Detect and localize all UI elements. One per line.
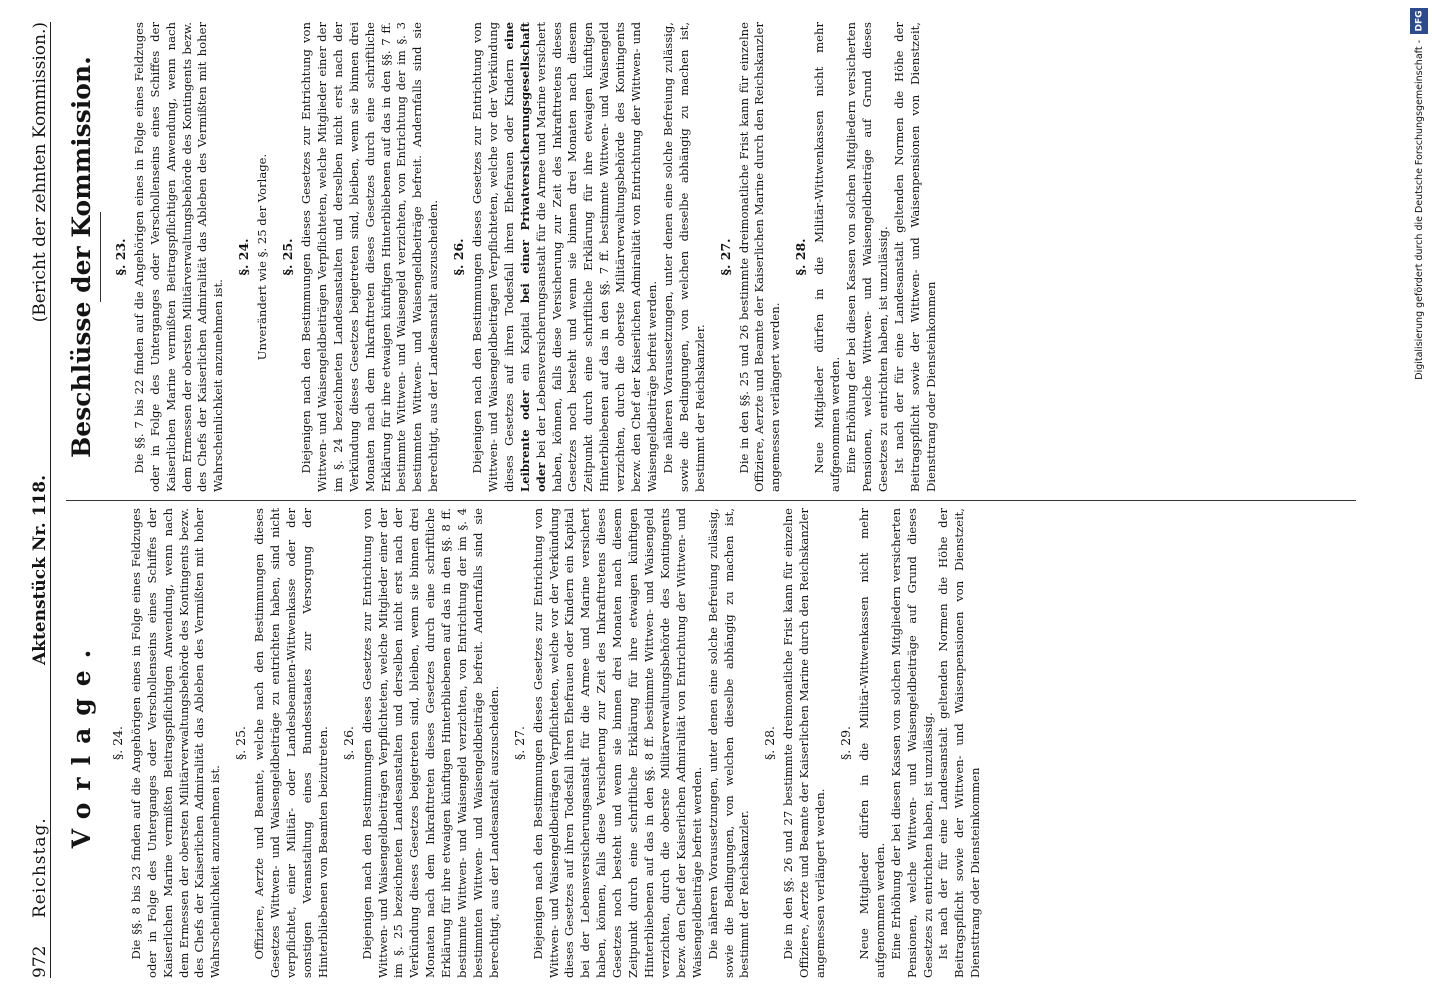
column-title-vorlage: Vorlage. xyxy=(67,637,96,849)
page-number: 972 xyxy=(30,945,50,978)
section-heading: §. 29. xyxy=(837,725,853,761)
paragraph: Die näheren Voraussetzungen, unter denen eine solche Befreiung zulässig, sowie die Bedingungen, von welchen dieselbe abhängig zu machen ist, bestimmt der Reichskanzler. xyxy=(660,22,707,492)
paragraph: Die in den §§. 25 und 26 bestimmte dreimonatliche Frist kann für einzelne Offiziere, Aerzte und Beamte der Kaiserlichen Marine durch den Reichskanzler angemessen verlängert werden. xyxy=(736,22,783,492)
amended-text: eine Leibrente oder xyxy=(501,22,532,492)
paragraph: Eine Erhöhung der bei diesen Kassen von solchen Mitgliedern versicherten Pensionen, welche Wittwen- und Waisengeldbeiträge auf Grund dieses Gesetzes zu entrichten haben, ist unzulässig. xyxy=(888,508,935,978)
paragraph xyxy=(470,22,661,492)
paragraph: Eine Erhöhung der bei diesen Kassen von solchen Mitgliedern versicherten Pensionen, welche Wittwen- und Waisengeldbeiträge auf Grund dieses Gesetzes zu entrichten haben, ist unzulässig. xyxy=(843,22,890,492)
text-run: bei der Lebensversicherungsanstalt für die Armee und Marine versichert haben, können, falls diese Versicherung zur Zeit des Inkrafttretens dieses Gesetzes noch besteht und wenn sie binnen drei Monaten nach diesem Zeitpunkt durch eine schriftliche Erklärung für ihre etwaigen künftigen Hinterbliebenen auf das in den §§. 7 ff. bestimmte Wittwen- und Waisengeld verzichten, durch die oberste Militärverwaltungsbehörde des Kontingents bezw. den Chef der Kaiserlichen Admiralität von Entrichtung der Wittwen- und Waisengeldbeiträge befreit werden. xyxy=(533,22,659,492)
header-right: (Bericht der zehnten Kommission.) xyxy=(30,22,50,323)
dfg-logo-icon xyxy=(1410,8,1428,34)
paragraph: Die §§. 8 bis 23 finden auf die Angehörigen eines in Folge eines Feldzuges oder in Folge des Unterganges oder Verschollenseins eines Schiffes der Kaiserlichen Marine vermißten Beitragspflichtigen Anwendung, wenn nach dem Ermessen der obersten Militärverwaltungsbehörde des Kontingents bezw. des Chefs der Kaiserlichen Admiralität das Ableben des Vermißten mit hoher Wahrscheinlichkeit anzunehmen ist. xyxy=(128,508,223,978)
paragraph: Diejenigen nach den Bestimmungen dieses Gesetzes zur Entrichtung von Wittwen- und Waisengeldbeiträgen Verpflichteten, welche Mitglieder einer der im §. 24 bezeichneten Landesanstalten und derselben nicht erst nach der Verkündung dieses Gesetzes beigetreten sind, bleiben, wenn sie binnen drei Monaten nach dem Inkrafttreten dieses Gesetzes durch eine schriftliche Erklärung für ihre etwaigen künftigen Hinterbliebenen auf das in den §§. 7 ff. bestimmte Wittwen- und Waisengeld verzichten, von Entrichtung der im §. 3 bestimmten Wittwen- und Waisengeldbeiträge befreit. Andernfalls sind sie berechtigt, aus der Landesanstalt auszuscheiden. xyxy=(298,22,441,492)
column-divider xyxy=(66,500,1356,501)
section-heading: §. 28. xyxy=(793,238,809,276)
column-title-kommission: Beschlüsse der Kommission. xyxy=(67,56,96,458)
paragraph: Die näheren Voraussetzungen, unter denen eine solche Befreiung zulässig, sowie die Bedingungen, von welchen dieselbe abhängig zu machen ist, bestimmt der Reichskanzler. xyxy=(705,508,752,978)
section-heading: §. 27. xyxy=(717,238,733,276)
running-head xyxy=(22,22,51,978)
paragraph: Unverändert wie §. 25 der Vorlage. xyxy=(255,153,270,361)
paragraph: Diejenigen nach den Bestimmungen dieses Gesetzes zur Entrichtung von Wittwen- und Waisengeldbeiträgen Verpflichteten, welche vor der Verkündung dieses Gesetzes auf ihren Todesfall ihren Ehefrauen oder Kindern ein Kapital bei der Lebensversicherungsanstalt für die Armee und Marine versichert haben, können, falls diese Versicherung zur Zeit des Inkrafttretens dieses Gesetzes noch besteht und wenn sie binnen drei Monaten nach diesem Zeitpunkt durch eine schriftliche Erklärung für ihre etwaigen künftigen Hinterbliebenen auf das in den §§. 8 ff. bestimmte Wittwen- und Waisengeld verzichten, durch die oberste Militärverwaltungsbehörde des Kontingents bezw. den Chef der Kaiserlichen Admiralität von Entrichtung der Wittwen- und Waisengeldbeiträge befreit werden. xyxy=(530,508,704,978)
section-heading: §. 25. xyxy=(280,238,296,276)
paragraph: Ist nach der für eine Landesanstalt geltenden Normen die Höhe der Beitragspflicht sowie der Wittwen- und Waisenpensionen von Dienstzeit, Diensttrang oder Diensteinkommen xyxy=(891,22,938,492)
dfg-credit-text: Digitalisierung gefördert durch die Deutsche Forschungsgemeinschaft - xyxy=(1413,40,1425,380)
paragraph: Offiziere, Aerzte und Beamte, welche nach den Bestimmungen dieses Gesetzes Wittwen- und Waisengeldbeiträge zu entrichten haben, sind nicht verpflichtet, einer Militär- oder Landesbeamten-Wittwenkasse oder der sonstigen Veranstaltung eines Bundesstaates zur Versorgung der Hinterbliebenen von Beamten beizutreten. xyxy=(252,508,330,978)
column-kommission xyxy=(66,22,1366,492)
paragraph: Neue Mitglieder dürfen in die Militär-Wittwenkassen nicht mehr aufgenommen werden. xyxy=(812,22,843,492)
column-vorlage xyxy=(66,508,1366,978)
dfg-logo-text: DFG xyxy=(1414,10,1425,32)
amended-text: bei einer Privatversicherungsgesellschaft oder xyxy=(517,22,548,492)
text-run: Diejenigen nach den Bestimmungen dieses Gesetzes zur Entrichtung von Wittwen- und Waisengeldbeiträgen Verpflichteten, welche vor der Verkündung dieses Gesetzes auf ihren Todesfall ihren Ehefrauen oder Kindern xyxy=(470,22,516,492)
title-rule xyxy=(100,212,101,302)
header-left: Reichstag. xyxy=(30,817,50,918)
paragraph: Neue Mitglieder dürfen in die Militär-Wittwenkassen nicht mehr aufgenommen werden. xyxy=(856,508,887,978)
paragraph: Ist nach der für eine Landesanstalt geltenden Normen die Höhe der Beitragspflicht sowie der Wittwen- und Waisenpensionen von Dienstzeit, Diensttrang oder Diensteinkommen xyxy=(936,508,983,978)
section-heading: §. 23. xyxy=(112,238,128,276)
section-heading: §. 24. xyxy=(109,725,125,761)
header-center: Aktenstück Nr. 118. xyxy=(30,475,50,666)
section-heading: §. 25. xyxy=(233,725,249,761)
paragraph: Die §§. 7 bis 22 finden auf die Angehörigen eines in Folge eines Feldzuges oder in Folge des Unterganges oder Verschollenseins eines Schiffes der Kaiserlichen Marine vermißten Beitragspflichtigen Anwendung, wenn nach dem Ermessen der obersten Militärverwaltungsbehörde des Kontingents bezw. des Chefs der Kaiserlichen Admiralität das Ableben des Vermißten mit hoher Wahrscheinlichkeit anzunehmen ist. xyxy=(131,22,226,492)
paragraph: Diejenigen nach den Bestimmungen dieses Gesetzes zur Entrichtung von Wittwen- und Waisengeldbeiträgen Verpflichteten, welche Mitglieder einer der im §. 25 bezeichneten Landesanstalten und derselben nicht erst nach der Verkündung dieses Gesetzes beigetreten sind, bleiben, wenn sie binnen drei Monaten nach dem Inkrafttreten dieses Gesetzes durch eine schriftliche Erklärung für ihre etwaigen künftigen Hinterbliebenen auf das in den §§. 8 ff. bestimmte Wittwen- und Waisengeld verzichten, von Entrichtung der im §. 4 bestimmten Wittwen- und Waisengeldbeiträge befreit. Andernfalls sind sie berechtigt, aus der Landesanstalt auszuscheiden. xyxy=(359,508,501,978)
section-heading: §. 26. xyxy=(451,238,467,276)
section-heading: §. 26. xyxy=(340,725,356,761)
section-heading: §. 24. xyxy=(236,238,252,276)
paragraph: Die in den §§. 26 und 27 bestimmte dreimonatliche Frist kann für einzelne Offiziere, Aerzte und Beamte der Kaiserlichen Marine durch den Reichskanzler angemessen verlängert werden. xyxy=(781,508,828,978)
text-run: ein Kapital xyxy=(517,312,532,382)
section-heading: §. 28. xyxy=(762,725,778,761)
dfg-credit-strip xyxy=(1406,0,1432,1000)
section-heading: §. 27. xyxy=(511,725,527,761)
